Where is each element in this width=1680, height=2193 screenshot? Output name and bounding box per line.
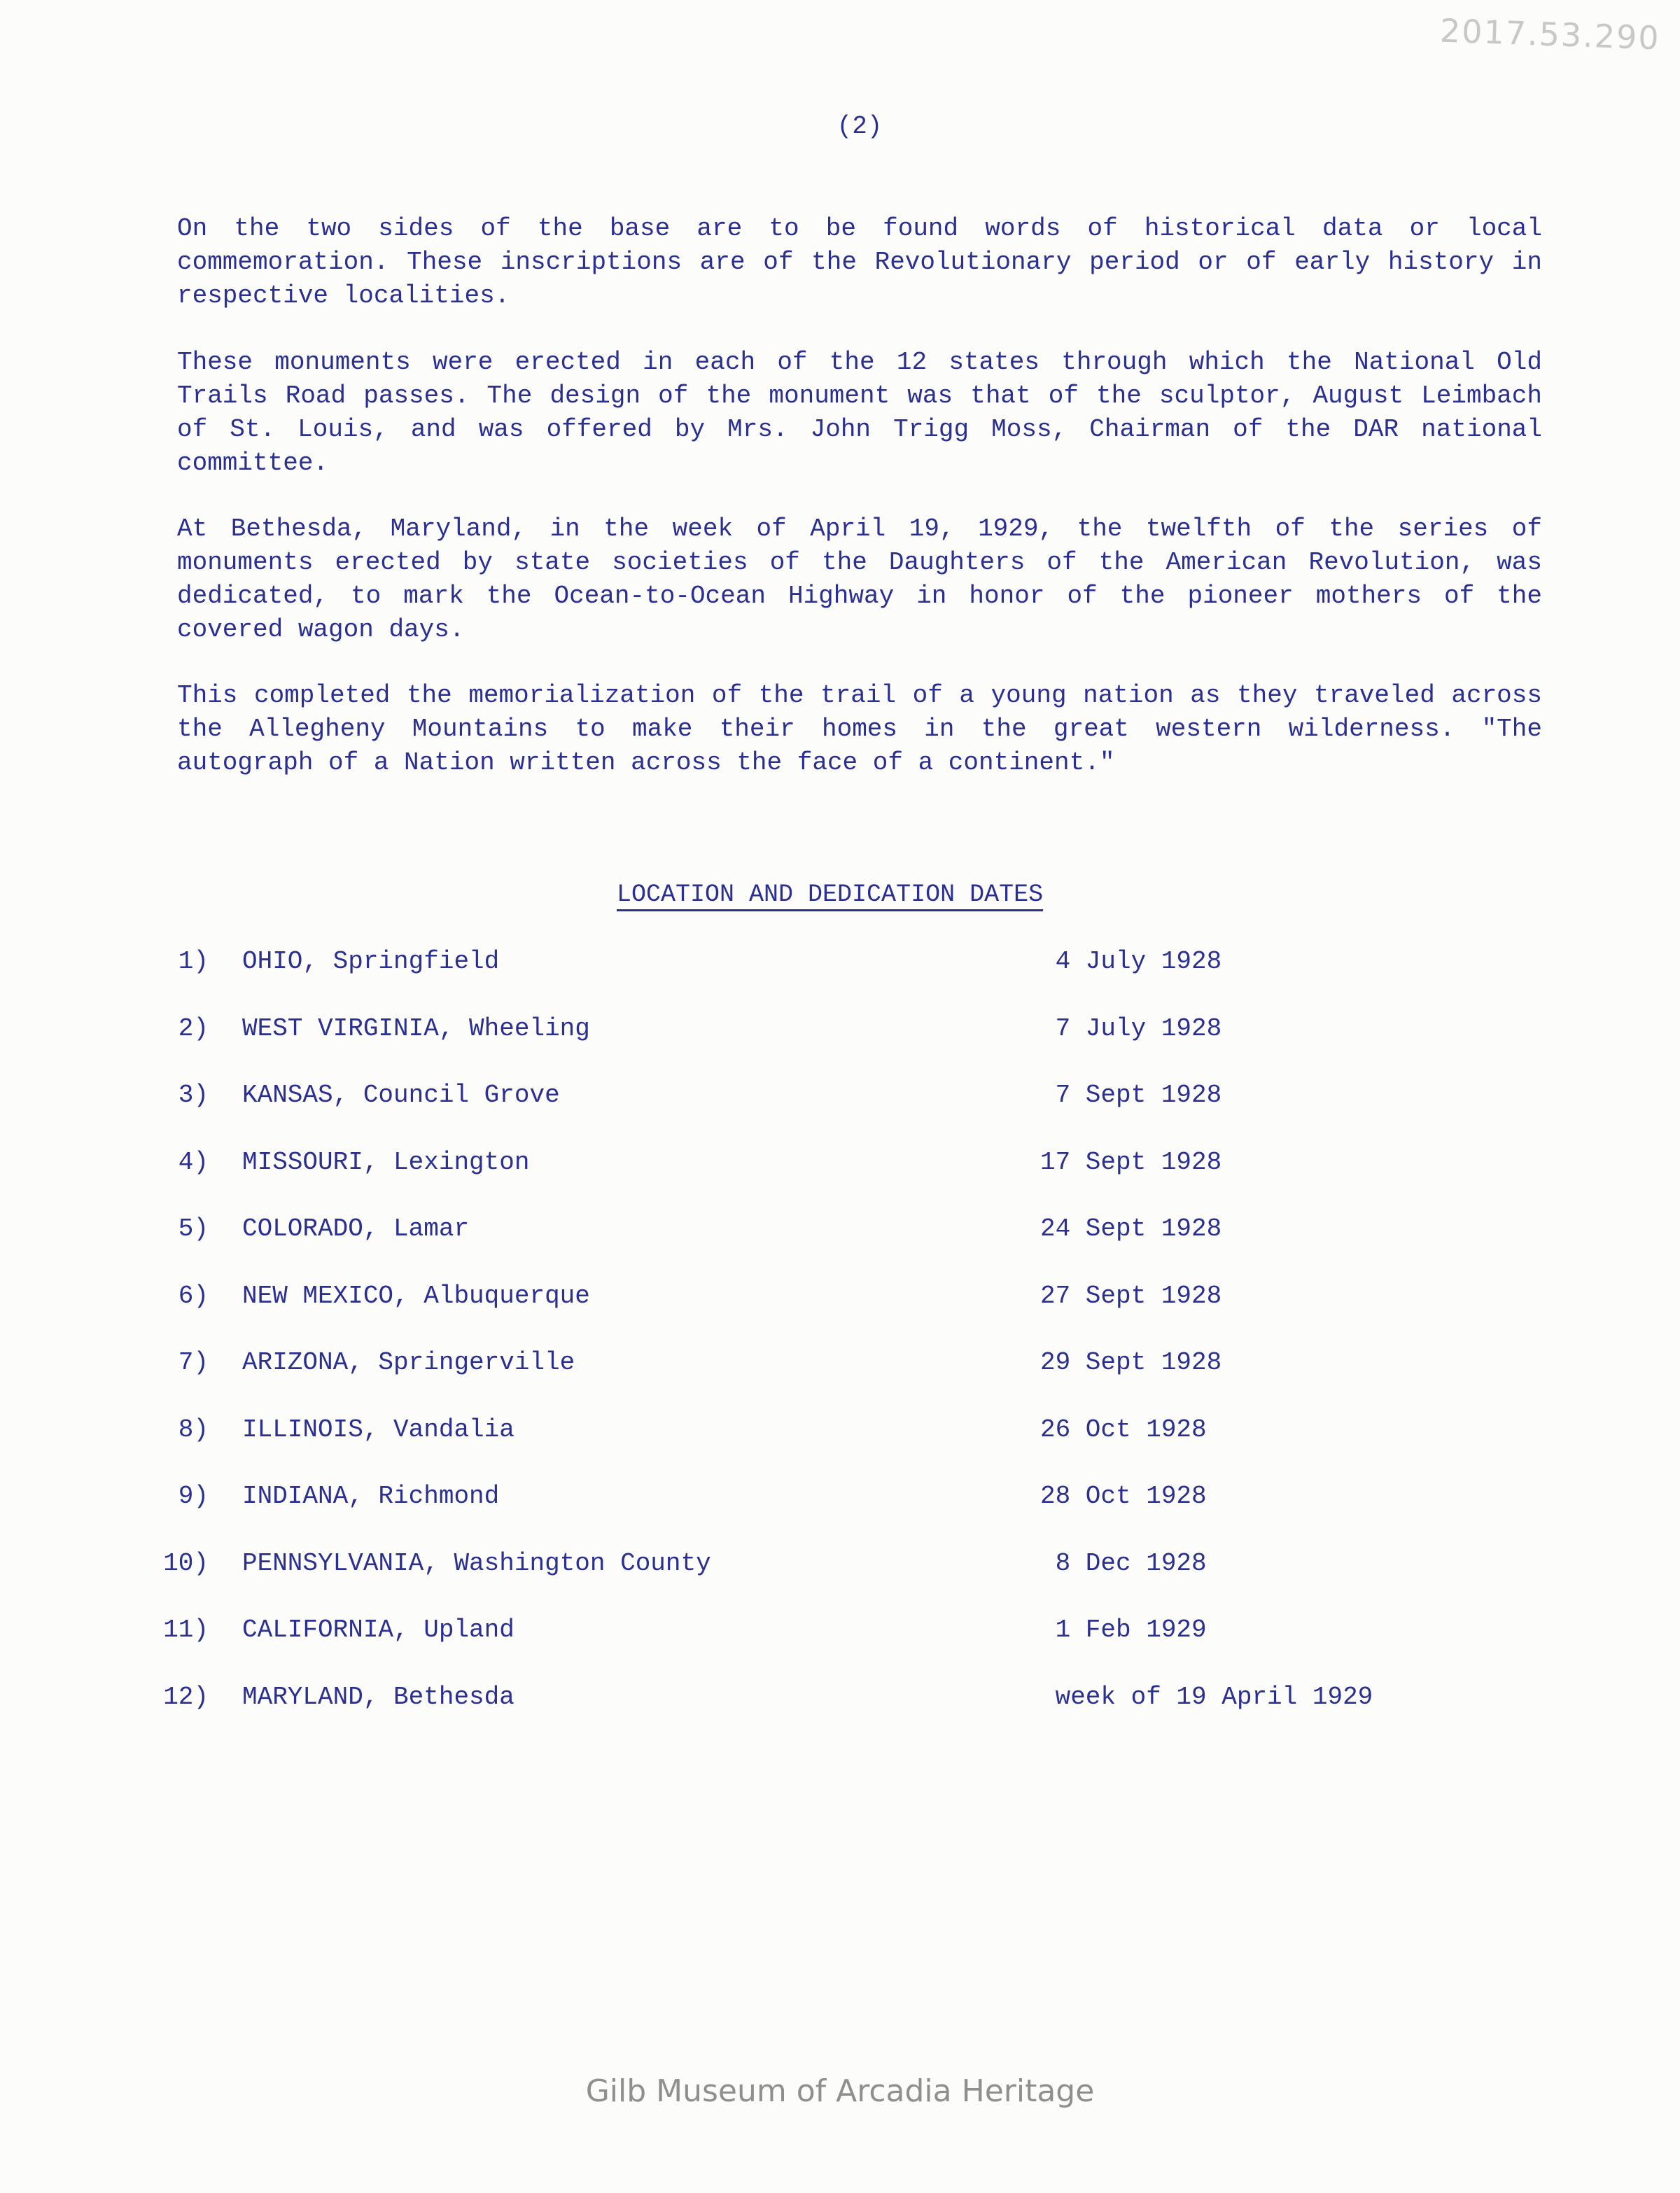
list-item [0,1280,1680,1347]
entry-date: 7 July 1928 [1040,1014,1222,1043]
entry-date: 7 Sept 1928 [1040,1081,1222,1109]
paragraph-inscriptions: On the two sides of the base are to be found words of historical data or local commemoration. These inscriptions are of the Revolutionary period or of early history in respective localities. [177,214,1542,310]
entry-date: 4 July 1928 [1040,947,1222,976]
entry-location: PENNSYLVANIA, Washington County [242,1548,711,1578]
entry-date: 27 Sept 1928 [1040,1281,1222,1310]
entry-location: MISSOURI, Lexington [242,1147,530,1177]
entry-number: 3) [178,1081,209,1109]
entry-number: 2) [178,1014,209,1043]
entry-date: 1 Feb 1929 [1040,1616,1207,1644]
entry-date: 17 Sept 1928 [1040,1147,1222,1177]
paragraph-memorialization: This completed the memorialization of the trail of a young nation as they traveled across the Allegheny Mountains to make their homes in the great western wilderness. "The autograph of a Nation written across the face of a continent." [177,681,1542,777]
entry-date: 28 Oct 1928 [1040,1482,1207,1511]
list-item [0,1079,1680,1146]
entry-number: 7) [178,1348,209,1377]
entry-date: 8 Dec 1928 [1040,1548,1207,1578]
page-number: (2) [836,112,883,141]
dedication-list [0,945,1680,1747]
entry-location: COLORADO, Lamar [242,1214,470,1243]
list-item [0,1613,1680,1681]
entry-number: 12) [163,1682,209,1711]
list-item [0,1012,1680,1079]
paragraph-bethesda: At Bethesda, Maryland, in the week of April 19, 1929, the twelfth of the series of monuments erected by state societies of the Daughters of the American Revolution, was dedicated, to mark the Ocean-to-Ocean Highway in honor of the pioneer mothers of the covered wagon days. [177,514,1542,644]
entry-location: WEST VIRGINIA, Wheeling [242,1014,590,1043]
entry-location: ARIZONA, Springerville [242,1348,575,1377]
list-item [0,1480,1680,1547]
accession-number: 2017.53.290 [1439,11,1661,57]
list-item [0,1146,1680,1213]
entry-location: MARYLAND, Bethesda [242,1682,514,1711]
entry-number: 5) [178,1214,209,1243]
entry-location: OHIO, Springfield [242,947,500,976]
entry-number: 6) [178,1281,209,1310]
entry-number: 11) [163,1616,209,1644]
entry-number: 4) [178,1147,209,1177]
entry-location: NEW MEXICO, Albuquerque [242,1281,590,1310]
entry-number: 10) [163,1548,209,1578]
list-item [0,1413,1680,1480]
entry-date: 29 Sept 1928 [1040,1348,1222,1377]
entry-date: 24 Sept 1928 [1040,1214,1222,1243]
list-item [0,945,1680,1012]
museum-watermark: Gilb Museum of Arcadia Heritage [585,2073,1095,2109]
entry-number: 9) [178,1482,209,1511]
list-item [0,1547,1680,1614]
entry-location: ILLINOIS, Vandalia [242,1415,514,1444]
entry-number: 1) [178,947,209,976]
entry-date: 26 Oct 1928 [1040,1415,1207,1444]
entry-location: CALIFORNIA, Upland [242,1616,514,1644]
paragraph-monuments: These monuments were erected in each of the 12 states through which the National Old Trails Road passes. The design of the monument was that of the sculptor, August Leimbach of St. Louis, and was offered by Mrs. John Trigg Moss, Chairman of the DAR national committee. [177,348,1542,477]
list-item [0,1346,1680,1413]
entry-location: INDIANA, Richmond [242,1482,500,1511]
entry-location: KANSAS, Council Grove [242,1081,560,1109]
list-item [0,1212,1680,1280]
entry-date: week of 19 April 1929 [1040,1682,1373,1711]
section-heading: LOCATION AND DEDICATION DATES [617,881,1044,909]
entry-number: 8) [178,1415,209,1444]
list-item [0,1681,1680,1748]
